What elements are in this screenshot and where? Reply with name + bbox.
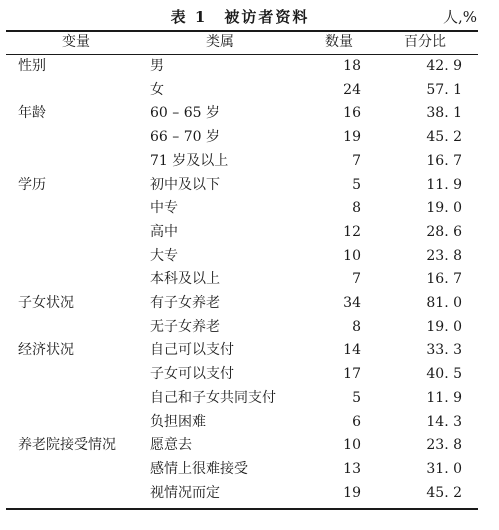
cell-percent: 33. 3: [426, 342, 462, 359]
cell-variable: 年龄: [18, 105, 46, 122]
cell-percent: 19. 0: [426, 318, 462, 335]
table-row: [6, 174, 478, 198]
header-count: 数量: [325, 34, 353, 50]
table-row: [6, 339, 478, 363]
cell-count: 7: [352, 271, 361, 288]
table-title: 表 1 被访者资料: [170, 8, 310, 26]
cell-category: 无子女养老: [150, 318, 220, 335]
header-percent: 百分比: [404, 34, 446, 50]
cell-count: 13: [343, 460, 361, 477]
cell-percent: 31. 0: [426, 460, 462, 477]
cell-percent: 23. 8: [426, 247, 462, 264]
table-row: [6, 434, 478, 458]
cell-percent: 11. 9: [426, 389, 462, 406]
cell-category: 男: [150, 58, 164, 74]
cell-category: 感情上很难接受: [150, 460, 248, 477]
table-row: [6, 197, 478, 221]
table-caption: [0, 6, 499, 28]
table-header-row: [6, 31, 478, 55]
table-row: [6, 245, 478, 269]
cell-category: 71 岁及以上: [150, 152, 229, 169]
table-row: [6, 221, 478, 245]
cell-percent: 40. 5: [426, 366, 462, 383]
table-unit: 人,%: [442, 8, 477, 26]
cell-count: 5: [352, 176, 361, 193]
cell-percent: 42. 9: [426, 58, 462, 74]
cell-percent: 19. 0: [426, 200, 462, 217]
cell-variable: 经济状况: [18, 342, 74, 359]
cell-count: 18: [343, 58, 361, 74]
header-variable: 变量: [62, 34, 90, 50]
table-row: [6, 102, 478, 126]
header-category: 类属: [206, 34, 234, 50]
cell-percent: 45. 2: [426, 129, 462, 146]
cell-variable: 养老院接受情况: [18, 437, 116, 454]
cell-category: 中专: [150, 200, 178, 217]
table-row: [6, 411, 478, 435]
cell-count: 10: [343, 437, 361, 454]
table-row: [6, 150, 478, 174]
cell-category: 负担困难: [150, 413, 206, 430]
table-row: [6, 55, 478, 79]
cell-count: 6: [352, 413, 361, 430]
table-row: [6, 363, 478, 387]
table-row: [6, 387, 478, 411]
cell-percent: 16. 7: [426, 152, 462, 169]
cell-category: 有子女养老: [150, 295, 220, 311]
table-row: [6, 316, 478, 340]
cell-category: 视情况而定: [150, 484, 220, 501]
cell-count: 24: [343, 81, 361, 98]
cell-count: 17: [343, 366, 361, 383]
cell-category: 66 – 70 岁: [150, 129, 220, 146]
cell-category: 高中: [150, 223, 178, 240]
cell-count: 5: [352, 389, 361, 406]
cell-count: 14: [343, 342, 361, 359]
cell-variable: 子女状况: [18, 295, 74, 311]
cell-category: 子女可以支付: [150, 366, 234, 383]
cell-category: 女: [150, 81, 164, 98]
cell-variable: 性别: [18, 58, 46, 74]
cell-category: 自己和子女共同支付: [150, 389, 276, 406]
cell-percent: 81. 0: [426, 295, 462, 311]
table-row: [6, 458, 478, 482]
cell-percent: 14. 3: [426, 413, 462, 430]
cell-count: 16: [343, 105, 361, 122]
table-row: [6, 268, 478, 292]
cell-percent: 16. 7: [426, 271, 462, 288]
cell-category: 自己可以支付: [150, 342, 234, 359]
cell-count: 19: [343, 129, 361, 146]
cell-variable: 学历: [18, 176, 46, 193]
cell-category: 愿意去: [150, 437, 192, 454]
cell-count: 10: [343, 247, 361, 264]
cell-percent: 28. 6: [426, 223, 462, 240]
cell-count: 7: [352, 152, 361, 169]
cell-count: 19: [343, 484, 361, 501]
cell-percent: 45. 2: [426, 484, 462, 501]
cell-category: 大专: [150, 247, 178, 264]
table-row: [6, 79, 478, 103]
table-row: [6, 126, 478, 150]
cell-count: 8: [352, 200, 361, 217]
cell-count: 34: [343, 295, 361, 311]
cell-category: 初中及以下: [150, 176, 220, 193]
bottom-rule: [6, 508, 478, 510]
cell-percent: 38. 1: [426, 105, 462, 122]
cell-count: 8: [352, 318, 361, 335]
cell-percent: 57. 1: [426, 81, 462, 98]
table-row: [6, 482, 478, 506]
cell-category: 60 – 65 岁: [150, 105, 220, 122]
table-row: [6, 292, 478, 316]
cell-percent: 23. 8: [426, 437, 462, 454]
cell-category: 本科及以上: [150, 271, 220, 288]
cell-percent: 11. 9: [426, 176, 462, 193]
cell-count: 12: [343, 223, 361, 240]
